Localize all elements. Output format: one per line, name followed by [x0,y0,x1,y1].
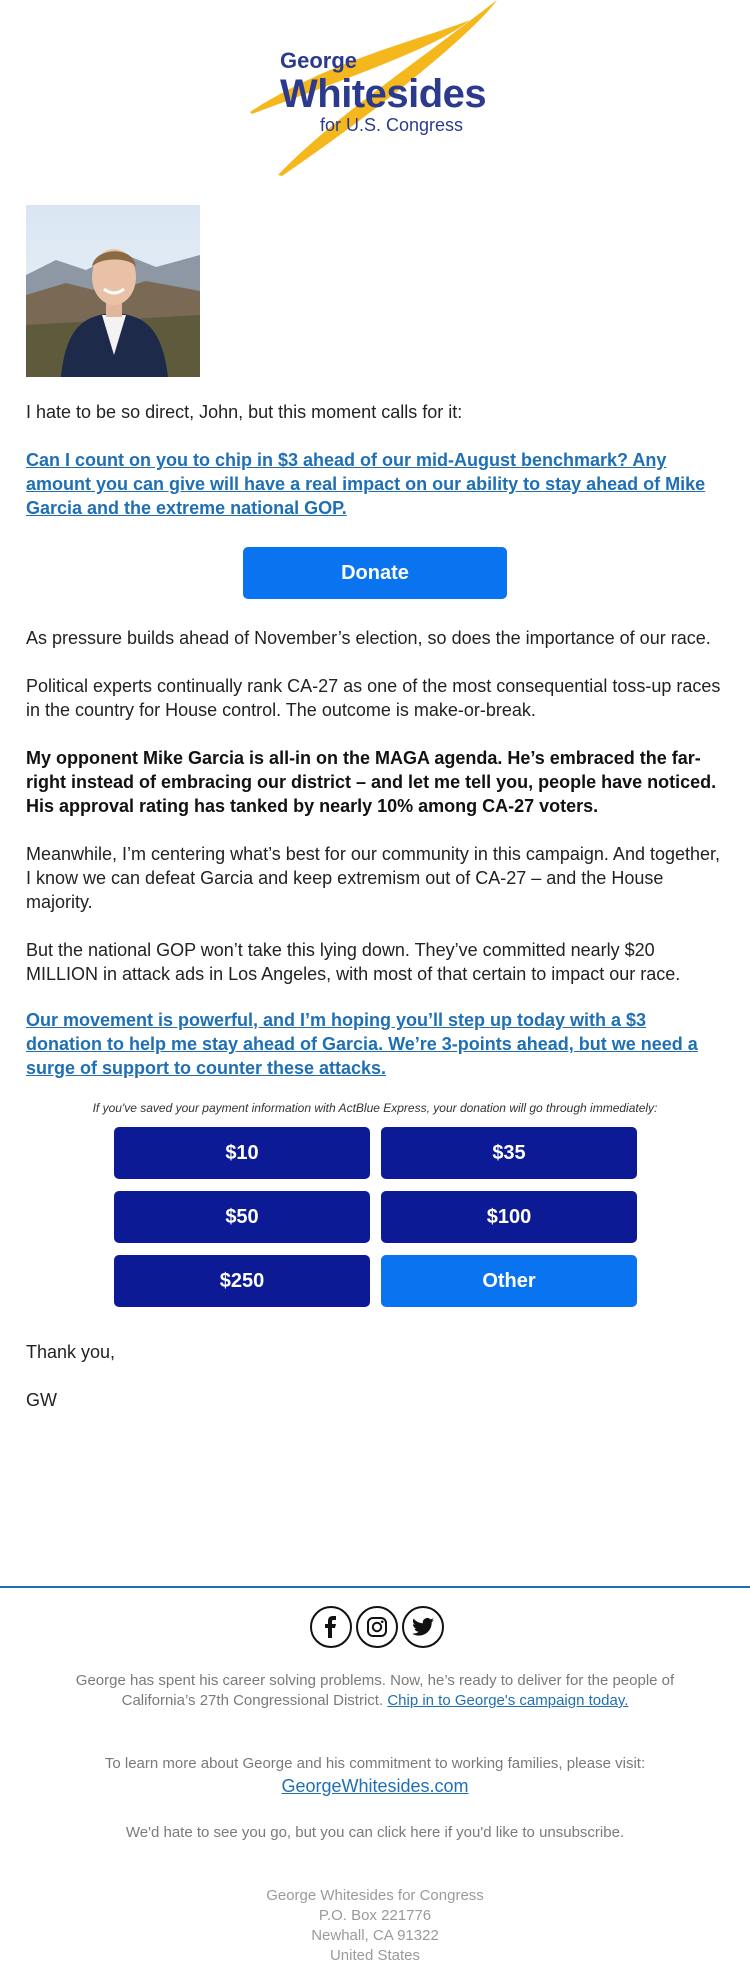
footer-learn-more-text: To learn more about George and his commitment to working families, please visit: [104,1755,646,1772]
thanks-text: Thank you, [26,1342,116,1362]
amount-button-35[interactable]: $35 [381,1127,637,1179]
logo-line-3: for U.S. Congress [320,115,464,135]
footer [0,1588,750,1983]
logo-line-1: George [280,48,358,73]
social-links [310,1606,444,1648]
footer-bio-text: George has spent his career solving problems. Now, he’s ready to deliver for the people of California’s 27th Congressional District. [75,1672,675,1709]
campaign-logo [0,0,750,180]
logo-text [280,50,486,134]
footer-bio [60,1671,690,1711]
twitter-icon[interactable] [402,1606,444,1648]
amount-button-100[interactable]: $100 [381,1191,637,1243]
paragraph-community: Meanwhile, I’m centering what’s best for our community in this campaign. And together, I know we can defeat Garcia and keep extremism out of CA-27 – and the House majority. [26,844,721,912]
intro-text: I hate to be so direct, John, but this moment calls for it: [26,402,463,422]
footer-unsubscribe[interactable]: We'd hate to see you go, but you can click here if you'd like to unsubscribe. [125,1824,625,1841]
paragraph-experts: Political experts continually rank CA-27 as one of the most consequential toss-up races in the country for House control. The outcome is make-or-break. [26,676,721,720]
actblue-note: If you've saved your payment information with ActBlue Express, your donation will go through immediately: [92,1101,658,1115]
signature: GW [26,1390,57,1410]
footer-chip-in-link[interactable]: Chip in to George's campaign today. [387,1692,629,1709]
amount-button-250[interactable]: $250 [114,1255,370,1307]
address-line-org: George Whitesides for Congress [266,1887,484,1904]
footer-learn-more [60,1754,690,1798]
ask-paragraph [26,448,726,520]
paragraph-gop-ads: But the national GOP won’t take this lying down. They’ve committed nearly $20 MILLION in attack ads in Los Angeles, with most of that certain to impact our race. [26,940,681,984]
facebook-icon[interactable] [310,1606,352,1648]
amount-button-other[interactable]: Other [381,1255,637,1307]
footer-address [0,1886,750,1966]
candidate-photo [26,205,200,377]
address-line-country: United States [329,1947,421,1964]
address-line-city: Newhall, CA 91322 [311,1927,439,1944]
paragraph-pressure: As pressure builds ahead of November’s election, so does the importance of our race. [26,628,711,648]
footer-website-link[interactable]: GeorgeWhitesides.com [281,1776,469,1796]
instagram-icon[interactable] [356,1606,398,1648]
movement-paragraph [26,1008,726,1080]
address-line-po-box: P.O. Box 221776 [318,1907,432,1924]
amount-button-10[interactable]: $10 [114,1127,370,1179]
ask-donate-link[interactable]: Can I count on you to chip in $3 ahead of our mid-August benchmark? Any amount you can give will have a real impact on our ability to stay ahead of Mike Garcia and the extreme national GOP. [26,450,706,518]
movement-donate-link[interactable]: Our movement is powerful, and I’m hoping you’ll step up today with a $3 donation to help me stay ahead of Garcia. We’re 3-points ahead, but we need a surge of support to counter these attacks. [26,1010,698,1078]
paragraph-opponent: My opponent Mike Garcia is all-in on the MAGA agenda. He’s embraced the far-right instead of embracing our district – and let me tell you, people have noticed. His approval rating has tanked by nearly 10% among CA-27 voters. [26,748,717,816]
donate-button[interactable]: Donate [243,547,507,599]
amount-button-50[interactable]: $50 [114,1191,370,1243]
logo-line-2: Whitesides [280,72,487,116]
